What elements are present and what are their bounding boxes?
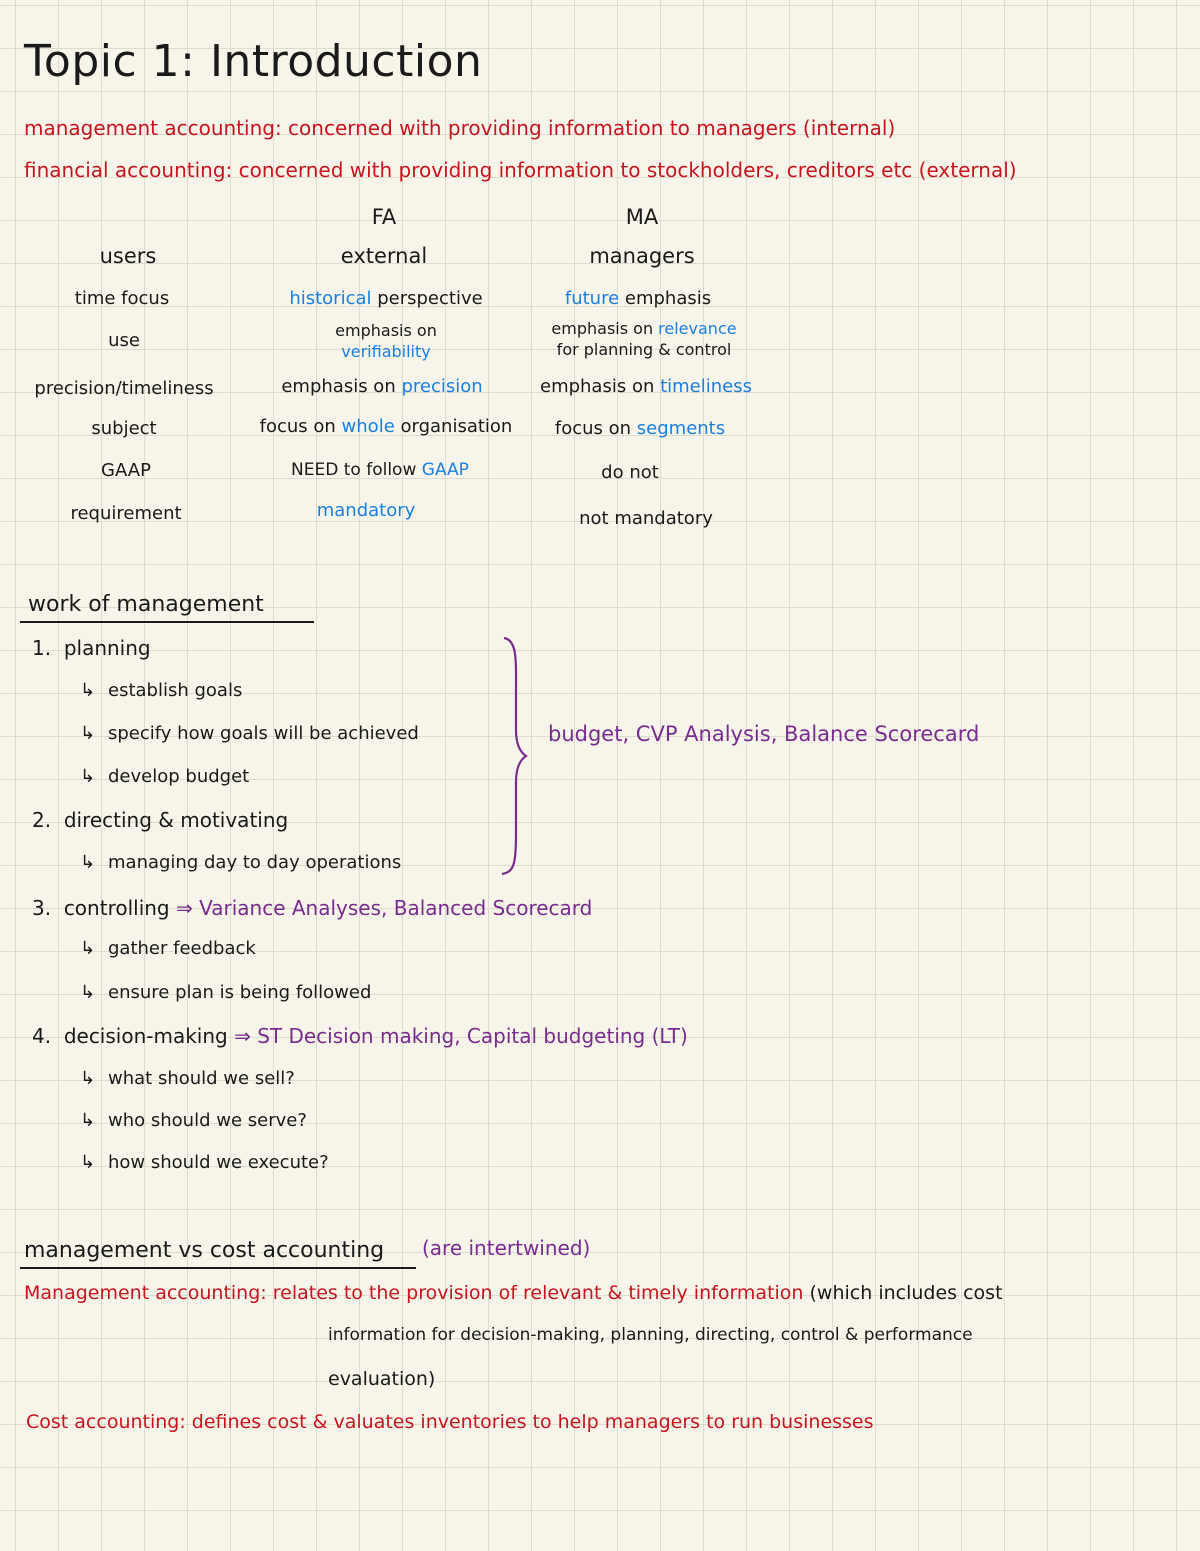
fa-precision: emphasis on precision <box>281 376 483 397</box>
fa-column-header: FA <box>371 205 397 229</box>
curly-brace-icon <box>498 634 538 878</box>
sub-item: ↳ specify how goals will be achieved <box>80 723 419 744</box>
sub-item: ↳ establish goals <box>80 680 243 701</box>
hook-arrow-icon: ↳ <box>80 1068 96 1089</box>
row-label-subject: subject <box>91 418 157 439</box>
list-item-planning: 1. planning <box>32 636 151 660</box>
ma-gaap: do not <box>601 462 659 483</box>
fa-use: emphasis on verifiability <box>335 321 437 361</box>
fa-subject: focus on whole organisation <box>259 416 513 437</box>
list-item-controlling: 3. controlling ⇒ Variance Analyses, Balanced Scorecard <box>32 896 593 920</box>
intertwined-note: (are intertwined) <box>422 1236 591 1260</box>
cost-accounting-definition: Cost accounting: defines cost & valuates inventories to help managers to run businesses <box>26 1411 874 1433</box>
hook-arrow-icon: ↳ <box>80 852 96 873</box>
fa-gaap: NEED to follow GAAP <box>291 460 469 480</box>
list-item-decision-making: 4. decision-making ⇒ ST Decision making, Capital budgeting (LT) <box>32 1024 688 1048</box>
ma-definition: management accounting: concerned with providing information to managers (internal) <box>24 116 896 140</box>
fa-users: external <box>340 244 428 268</box>
ma-relation-line: Management accounting: relates to the provision of relevant & timely information (which includes cost <box>24 1282 1003 1304</box>
sub-item: ↳ managing day to day operations <box>80 852 402 873</box>
list-item-directing: 2. directing & motivating <box>32 808 289 832</box>
page-title: Topic 1: Introduction <box>24 36 483 87</box>
hook-arrow-icon: ↳ <box>80 938 96 959</box>
ma-use: emphasis on relevance for planning & control <box>551 319 737 359</box>
ma-timeliness: emphasis on timeliness <box>539 376 753 397</box>
fa-definition: financial accounting: concerned with providing information to stockholders, creditors etc (external) <box>24 158 1017 182</box>
hook-arrow-icon: ↳ <box>80 1110 96 1131</box>
hook-arrow-icon: ↳ <box>80 723 96 744</box>
fa-requirement: mandatory <box>316 500 416 521</box>
work-of-management-heading: work of management <box>28 592 264 617</box>
ma-subject: focus on segments <box>554 418 726 439</box>
fa-time-focus: historical perspective <box>289 288 483 309</box>
sub-item: ↳ ensure plan is being followed <box>80 982 372 1003</box>
hook-arrow-icon: ↳ <box>80 1152 96 1173</box>
hook-arrow-icon: ↳ <box>80 680 96 701</box>
row-label-users: users <box>99 244 157 268</box>
sub-item: ↳ develop budget <box>80 766 250 787</box>
mgmt-vs-cost-heading: management vs cost accounting <box>24 1238 385 1263</box>
sub-item: ↳ gather feedback <box>80 938 256 959</box>
row-label-use: use <box>108 330 140 351</box>
heading-underline <box>20 621 314 623</box>
row-label-gaap: GAAP <box>101 460 151 481</box>
ma-users: managers <box>589 244 695 268</box>
sub-item: ↳ what should we sell? <box>80 1068 295 1089</box>
heading-underline <box>20 1267 416 1269</box>
sub-item: ↳ who should we serve? <box>80 1110 307 1131</box>
row-label-time-focus: time focus <box>74 288 170 309</box>
row-label-requirement: requirement <box>70 503 182 524</box>
row-label-precision-timeliness: precision/timeliness <box>34 378 214 399</box>
hook-arrow-icon: ↳ <box>80 982 96 1003</box>
ma-column-header: MA <box>625 205 659 229</box>
ma-time-focus: future emphasis <box>564 288 712 309</box>
ma-relation-line-2: information for decision-making, planning, directing, control & performance <box>328 1325 973 1345</box>
brace-tools: budget, CVP Analysis, Balance Scorecard <box>548 722 980 746</box>
hook-arrow-icon: ↳ <box>80 766 96 787</box>
sub-item: ↳ how should we execute? <box>80 1152 329 1173</box>
ma-requirement: not mandatory <box>579 508 713 529</box>
ma-relation-line-3: evaluation) <box>328 1368 436 1390</box>
